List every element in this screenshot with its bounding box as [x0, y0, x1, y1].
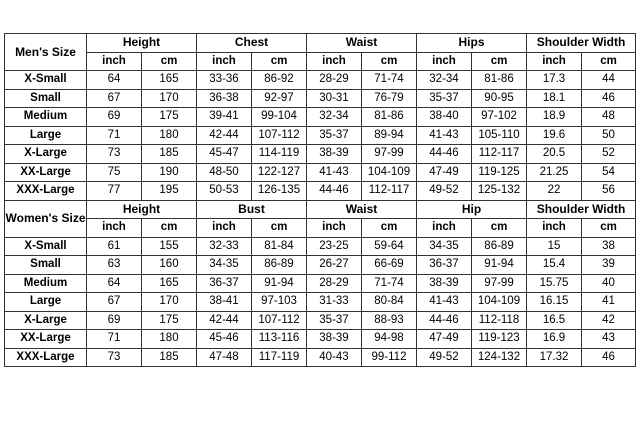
women-section-title: Women's Size [5, 200, 87, 237]
measurement-cell: 15.75 [527, 274, 582, 293]
unit-label: cm [252, 219, 307, 238]
measurement-cell: 42-44 [197, 126, 252, 145]
measurement-cell: 32-34 [417, 71, 472, 90]
measurement-cell: 35-37 [417, 89, 472, 108]
measurement-cell: 114-119 [252, 145, 307, 164]
measurement-cell: 190 [142, 163, 197, 182]
measurement-cell: 47-49 [417, 330, 472, 349]
size-label: X-Small [5, 71, 87, 90]
measurement-cell: 38-39 [307, 330, 362, 349]
measurement-cell: 15 [527, 237, 582, 256]
size-label: Small [5, 256, 87, 275]
measurement-cell: 71-74 [362, 71, 417, 90]
measurement-cell: 119-125 [472, 163, 527, 182]
size-chart [4, 33, 635, 367]
measurement-cell: 56 [582, 182, 636, 201]
measurement-cell: 39-41 [197, 108, 252, 127]
measurement-cell: 94-98 [362, 330, 417, 349]
measurement-cell: 44-46 [417, 145, 472, 164]
measurement-cell: 97-99 [362, 145, 417, 164]
measurement-cell: 38 [582, 237, 636, 256]
measurement-cell: 88-93 [362, 311, 417, 330]
measurement-cell: 90-95 [472, 89, 527, 108]
measurement-cell: 69 [87, 311, 142, 330]
measurement-cell: 67 [87, 89, 142, 108]
men-rows [5, 71, 636, 201]
men-group-header-row [5, 34, 636, 53]
measurement-cell: 77 [87, 182, 142, 201]
measurement-cell: 107-112 [252, 126, 307, 145]
measurement-cell: 47-48 [197, 348, 252, 367]
measurement-cell: 36-38 [197, 89, 252, 108]
measurement-cell: 44-46 [417, 311, 472, 330]
measurement-cell: 185 [142, 348, 197, 367]
measurement-cell: 71 [87, 126, 142, 145]
measurement-cell: 50-53 [197, 182, 252, 201]
measurement-cell: 50 [582, 126, 636, 145]
table-row [5, 126, 636, 145]
table-row [5, 89, 636, 108]
men-group-chest: Chest [197, 34, 307, 53]
size-label: Small [5, 89, 87, 108]
unit-label: inch [417, 52, 472, 71]
measurement-cell: 48-50 [197, 163, 252, 182]
measurement-cell: 113-116 [252, 330, 307, 349]
unit-label: cm [362, 52, 417, 71]
measurement-cell: 49-52 [417, 348, 472, 367]
measurement-cell: 26-27 [307, 256, 362, 275]
women-group-header-row [5, 200, 636, 219]
measurement-cell: 49-52 [417, 182, 472, 201]
unit-label: inch [197, 219, 252, 238]
measurement-cell: 30-31 [307, 89, 362, 108]
measurement-cell: 175 [142, 311, 197, 330]
measurement-cell: 41-43 [307, 163, 362, 182]
measurement-cell: 33-36 [197, 71, 252, 90]
measurement-cell: 42 [582, 311, 636, 330]
measurement-cell: 35-37 [307, 126, 362, 145]
measurement-cell: 165 [142, 71, 197, 90]
measurement-cell: 180 [142, 330, 197, 349]
measurement-cell: 165 [142, 274, 197, 293]
men-section-title: Men's Size [5, 34, 87, 71]
measurement-cell: 67 [87, 293, 142, 312]
measurement-cell: 31-33 [307, 293, 362, 312]
measurement-cell: 104-109 [472, 293, 527, 312]
men-group-waist: Waist [307, 34, 417, 53]
measurement-cell: 34-35 [417, 237, 472, 256]
measurement-cell: 73 [87, 145, 142, 164]
measurement-cell: 18.9 [527, 108, 582, 127]
measurement-cell: 38-40 [417, 108, 472, 127]
measurement-cell: 19.6 [527, 126, 582, 145]
measurement-cell: 119-123 [472, 330, 527, 349]
measurement-cell: 21.25 [527, 163, 582, 182]
measurement-cell: 17.3 [527, 71, 582, 90]
measurement-cell: 97-102 [472, 108, 527, 127]
measurement-cell: 117-119 [252, 348, 307, 367]
measurement-cell: 80-84 [362, 293, 417, 312]
unit-label: cm [472, 219, 527, 238]
size-label: Large [5, 293, 87, 312]
measurement-cell: 36-37 [197, 274, 252, 293]
table-row [5, 330, 636, 349]
measurement-cell: 69 [87, 108, 142, 127]
measurement-cell: 73 [87, 348, 142, 367]
unit-label: inch [307, 219, 362, 238]
unit-label: cm [142, 219, 197, 238]
men-section [5, 34, 636, 71]
measurement-cell: 39 [582, 256, 636, 275]
measurement-cell: 105-110 [472, 126, 527, 145]
measurement-cell: 28-29 [307, 71, 362, 90]
women-group-shoulder-width: Shoulder Width [527, 200, 636, 219]
measurement-cell: 34-35 [197, 256, 252, 275]
size-label: XXX-Large [5, 348, 87, 367]
measurement-cell: 18.1 [527, 89, 582, 108]
measurement-cell: 36-37 [417, 256, 472, 275]
measurement-cell: 52 [582, 145, 636, 164]
measurement-cell: 40-43 [307, 348, 362, 367]
measurement-cell: 125-132 [472, 182, 527, 201]
measurement-cell: 41-43 [417, 126, 472, 145]
measurement-cell: 75 [87, 163, 142, 182]
table-row [5, 163, 636, 182]
measurement-cell: 45-47 [197, 145, 252, 164]
measurement-cell: 170 [142, 89, 197, 108]
men-unit-header-row [5, 52, 636, 71]
measurement-cell: 20.5 [527, 145, 582, 164]
measurement-cell: 61 [87, 237, 142, 256]
table-row [5, 71, 636, 90]
measurement-cell: 99-112 [362, 348, 417, 367]
measurement-cell: 46 [582, 89, 636, 108]
measurement-cell: 71 [87, 330, 142, 349]
measurement-cell: 185 [142, 145, 197, 164]
unit-label: inch [417, 219, 472, 238]
measurement-cell: 28-29 [307, 274, 362, 293]
measurement-cell: 17.32 [527, 348, 582, 367]
women-group-height: Height [87, 200, 197, 219]
measurement-cell: 112-117 [472, 145, 527, 164]
measurement-cell: 126-135 [252, 182, 307, 201]
table-row [5, 293, 636, 312]
table-row [5, 108, 636, 127]
measurement-cell: 35-37 [307, 311, 362, 330]
measurement-cell: 175 [142, 108, 197, 127]
measurement-cell: 64 [87, 274, 142, 293]
table-row [5, 237, 636, 256]
women-group-waist: Waist [307, 200, 417, 219]
women-group-hip: Hip [417, 200, 527, 219]
women-unit-header-row [5, 219, 636, 238]
unit-label: cm [252, 52, 307, 71]
men-group-hips: Hips [417, 34, 527, 53]
measurement-cell: 41 [582, 293, 636, 312]
measurement-cell: 63 [87, 256, 142, 275]
table-row [5, 311, 636, 330]
unit-label: inch [307, 52, 362, 71]
size-label: Medium [5, 274, 87, 293]
measurement-cell: 64 [87, 71, 142, 90]
measurement-cell: 99-104 [252, 108, 307, 127]
measurement-cell: 15.4 [527, 256, 582, 275]
size-label: Large [5, 126, 87, 145]
table-row [5, 348, 636, 367]
measurement-cell: 32-33 [197, 237, 252, 256]
measurement-cell: 38-39 [417, 274, 472, 293]
measurement-cell: 170 [142, 293, 197, 312]
measurement-cell: 124-132 [472, 348, 527, 367]
measurement-cell: 23-25 [307, 237, 362, 256]
measurement-cell: 86-92 [252, 71, 307, 90]
measurement-cell: 43 [582, 330, 636, 349]
measurement-cell: 46 [582, 348, 636, 367]
unit-label: cm [362, 219, 417, 238]
measurement-cell: 160 [142, 256, 197, 275]
table-row [5, 274, 636, 293]
unit-label: cm [472, 52, 527, 71]
table-row [5, 182, 636, 201]
measurement-cell: 89-94 [362, 126, 417, 145]
measurement-cell: 97-103 [252, 293, 307, 312]
measurement-cell: 54 [582, 163, 636, 182]
measurement-cell: 112-117 [362, 182, 417, 201]
measurement-cell: 38-41 [197, 293, 252, 312]
measurement-cell: 47-49 [417, 163, 472, 182]
measurement-cell: 104-109 [362, 163, 417, 182]
measurement-cell: 22 [527, 182, 582, 201]
measurement-cell: 71-74 [362, 274, 417, 293]
table-row [5, 145, 636, 164]
measurement-cell: 81-84 [252, 237, 307, 256]
unit-label: cm [582, 52, 636, 71]
measurement-cell: 155 [142, 237, 197, 256]
women-section [5, 200, 636, 237]
measurement-cell: 92-97 [252, 89, 307, 108]
unit-label: inch [197, 52, 252, 71]
measurement-cell: 86-89 [472, 237, 527, 256]
measurement-cell: 112-118 [472, 311, 527, 330]
unit-label: inch [527, 52, 582, 71]
measurement-cell: 81-86 [472, 71, 527, 90]
measurement-cell: 40 [582, 274, 636, 293]
measurement-cell: 48 [582, 108, 636, 127]
unit-label: inch [527, 219, 582, 238]
measurement-cell: 38-39 [307, 145, 362, 164]
size-label: X-Small [5, 237, 87, 256]
women-rows [5, 237, 636, 367]
measurement-cell: 16.5 [527, 311, 582, 330]
measurement-cell: 45-46 [197, 330, 252, 349]
size-chart-table [4, 33, 636, 367]
table-row [5, 256, 636, 275]
measurement-cell: 32-34 [307, 108, 362, 127]
measurement-cell: 91-94 [472, 256, 527, 275]
measurement-cell: 44 [582, 71, 636, 90]
unit-label: inch [87, 52, 142, 71]
unit-label: cm [582, 219, 636, 238]
size-label: XX-Large [5, 330, 87, 349]
size-label: X-Large [5, 145, 87, 164]
measurement-cell: 195 [142, 182, 197, 201]
men-group-shoulder-width: Shoulder Width [527, 34, 636, 53]
measurement-cell: 59-64 [362, 237, 417, 256]
size-label: XX-Large [5, 163, 87, 182]
size-label: XXX-Large [5, 182, 87, 201]
measurement-cell: 16.9 [527, 330, 582, 349]
measurement-cell: 16.15 [527, 293, 582, 312]
measurement-cell: 122-127 [252, 163, 307, 182]
size-label: X-Large [5, 311, 87, 330]
measurement-cell: 81-86 [362, 108, 417, 127]
unit-label: cm [142, 52, 197, 71]
measurement-cell: 91-94 [252, 274, 307, 293]
unit-label: inch [87, 219, 142, 238]
measurement-cell: 66-69 [362, 256, 417, 275]
measurement-cell: 86-89 [252, 256, 307, 275]
measurement-cell: 76-79 [362, 89, 417, 108]
measurement-cell: 42-44 [197, 311, 252, 330]
size-label: Medium [5, 108, 87, 127]
measurement-cell: 97-99 [472, 274, 527, 293]
measurement-cell: 41-43 [417, 293, 472, 312]
measurement-cell: 180 [142, 126, 197, 145]
measurement-cell: 44-46 [307, 182, 362, 201]
women-group-bust: Bust [197, 200, 307, 219]
measurement-cell: 107-112 [252, 311, 307, 330]
men-group-height: Height [87, 34, 197, 53]
